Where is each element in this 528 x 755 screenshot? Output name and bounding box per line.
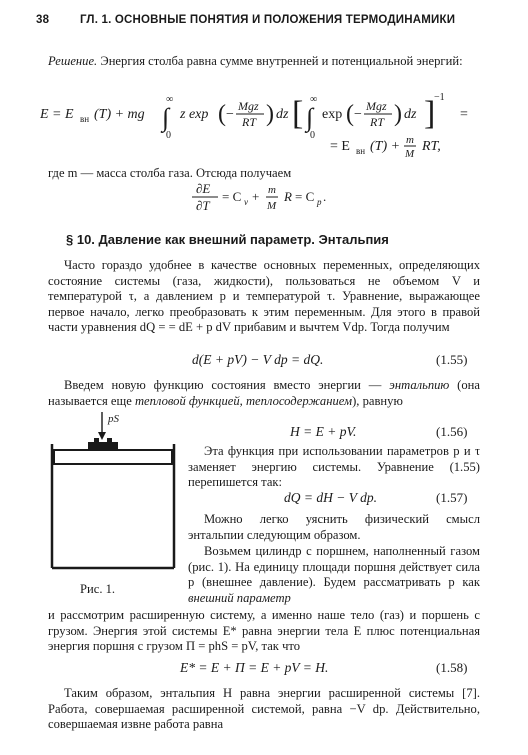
- svg-text:v: v: [244, 197, 248, 207]
- solution-label: Решение.: [48, 54, 98, 68]
- svg-text:Mgz: Mgz: [238, 99, 259, 113]
- page-number: 38: [36, 14, 50, 26]
- svg-text:∂E: ∂E: [196, 181, 211, 196]
- equation-1-56: H = E + pV.: [290, 424, 357, 439]
- equation-1-56-number: (1.56): [436, 424, 468, 439]
- svg-text:R: R: [284, 189, 292, 204]
- svg-text:z exp: z exp: [180, 107, 209, 122]
- svg-text:0: 0: [310, 130, 315, 141]
- svg-text:.: .: [323, 189, 327, 204]
- paragraph-cylinder-part1: Возьмем цилиндр с поршнем, наполненный газом (рис. 1). На единицу площади поршня действует сила p (внешнее давление). Будем рассматривать p как внешний параметр: [188, 544, 480, 605]
- heat-capacity-equation: [192, 180, 372, 214]
- svg-text:∂T: ∂T: [196, 198, 210, 213]
- svg-text:p: p: [317, 197, 322, 207]
- svg-text:M: M: [267, 200, 277, 212]
- svg-text:m: m: [406, 134, 414, 146]
- equation-1-58: E* = E + Π = E + pV = H.: [180, 660, 329, 675]
- svg-text:=: =: [460, 107, 468, 122]
- piston: [54, 450, 172, 464]
- paragraph-variables: Часто гораздо удобнее в качестве основных переменных, определяющих состояние системы (газа, жидкости), пользоваться не объемом V и температурой τ, а давлением p и температурой τ. Уравнение, выражающее первое начало, легко преобразовать к этим переменным. Для этого в правой части уравнения dQ = = dE + p dV прибавим и вычтем Vdp. Тогда получим: [48, 258, 480, 335]
- arrow-down-icon: [98, 432, 106, 440]
- svg-text:m: m: [268, 184, 276, 196]
- svg-text:= E: = E: [330, 139, 350, 154]
- chapter-title: ГЛ. 1. ОСНОВНЫЕ ПОНЯТИЯ И ПОЛОЖЕНИЯ ТЕРМОДИНАМИКИ: [80, 14, 456, 26]
- svg-text:RT: RT: [370, 115, 385, 129]
- svg-text:−1: −1: [434, 92, 445, 103]
- equation-1-57: dQ = dH − V dp.: [284, 490, 377, 505]
- paragraph-physical-meaning: Можно легко уяснить физический смысл энтальпии следующим образом.: [188, 512, 480, 542]
- svg-text:Mgz: Mgz: [366, 99, 387, 113]
- paragraph-enthalpy-definition: Введем новую функцию состояния вместо энергии — энтальпию (она называется еще тепловой функцией, теплосодержанием), равную: [48, 378, 481, 408]
- svg-text:вн: вн: [356, 146, 366, 156]
- svg-text:]: ]: [424, 95, 436, 132]
- svg-text:вн: вн: [80, 114, 90, 124]
- svg-text:(T) +: (T) +: [370, 139, 401, 154]
- svg-text:RT,: RT,: [422, 139, 441, 154]
- term-enthalpy: энтальпию: [389, 378, 450, 392]
- svg-text:∫: ∫: [306, 103, 314, 132]
- paragraph-substitution: Эта функция при использовании параметров p и τ заменяет энергию системы. Уравнение (1.55) перепишется так:: [188, 444, 480, 490]
- svg-text:= C: = C: [295, 189, 315, 204]
- svg-text:[: [: [292, 95, 304, 132]
- svg-text:(: (: [218, 101, 226, 127]
- section-title: § 10. Давление как внешний параметр. Энтальпия: [66, 232, 389, 247]
- energy-result-equation: [330, 130, 490, 160]
- equation-1-55-number: (1.55): [436, 352, 468, 367]
- svg-text:∞: ∞: [166, 94, 174, 105]
- svg-text:∞: ∞: [310, 94, 318, 105]
- svg-text:∫: ∫: [162, 103, 170, 132]
- svg-text:exp: exp: [322, 107, 343, 122]
- svg-text:(: (: [346, 101, 354, 127]
- svg-text:(T) + mg: (T) + mg: [94, 107, 145, 122]
- svg-text:dz: dz: [404, 107, 417, 122]
- paragraph-cylinder-part2: и рассмотрим расширенную систему, а именно наше тело (газ) и поршень с грузом. Энергия этой системы E* равна энергии тела E плюс потенциальная энергия поршня с грузом Π = phS = pV, так что: [48, 608, 480, 654]
- equation-1-58-number: (1.58): [436, 660, 468, 675]
- svg-text:M: M: [405, 148, 415, 160]
- svg-text:−: −: [354, 107, 362, 122]
- force-label: pS: [108, 413, 119, 425]
- svg-text:RT: RT: [242, 115, 257, 129]
- svg-text:0: 0: [166, 130, 171, 141]
- svg-text:dz: dz: [276, 107, 289, 122]
- equation-1-55: d(E + pV) − V dp = dQ.: [192, 352, 324, 367]
- figure-caption: Рис. 1.: [80, 582, 116, 596]
- svg-text:): ): [266, 101, 274, 127]
- equation-1-57-number: (1.57): [436, 490, 468, 505]
- svg-text:E = E: E = E: [40, 107, 74, 122]
- solution-after: где m — масса столба газа. Отсюда получаем: [48, 166, 292, 180]
- svg-text:): ): [394, 101, 402, 127]
- svg-text:−: −: [226, 107, 234, 122]
- weight-icon: [88, 442, 118, 450]
- svg-text:= C: = C: [222, 189, 242, 204]
- cylinder-piston-figure: [48, 408, 178, 578]
- paragraph-extended-system: Таким образом, энтальпия H равна энергии расширенной системы [7]. Работа, совершаемая расширенной системой, равна −V dp. Действительно, совершаемая извне работа равна: [48, 686, 480, 732]
- solution-paragraph: [48, 54, 478, 70]
- solution-text: Энергия столба равна сумме внутренней и потенциальной энергий:: [100, 54, 463, 68]
- svg-text:+: +: [252, 189, 260, 204]
